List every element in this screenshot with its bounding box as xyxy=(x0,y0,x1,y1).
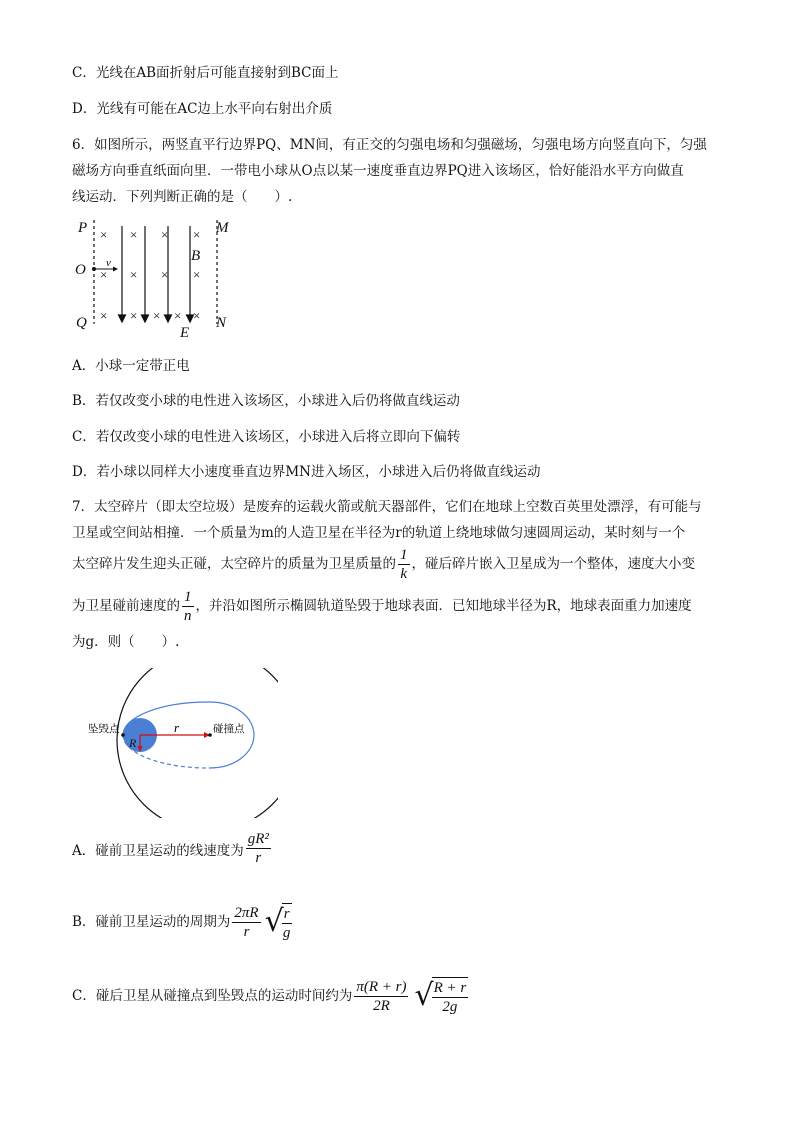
label-n: N xyxy=(216,315,227,331)
question-7-line-3: 太空碎片发生迎头正碰，太空碎片的质量为卫星质量的 $\frac{1}{k}$ ，碰后碎片嵌入卫星成为一个整体，速度大小变 xyxy=(72,547,695,582)
question-6-option-b: B．若仅改变小球的电性进入该场区，小球进入后仍将做直线运动 xyxy=(72,393,460,409)
question-7-line-4: 为卫星碰前速度的 $\frac{1}{n}$ ，并沿如图所示椭圆轨道坠毁于地球表面．已知地球半径为R，地球表面重力加速度 xyxy=(72,589,692,624)
question-7-line-5: 为g．则（ ）. xyxy=(72,634,180,650)
label-v: v xyxy=(106,257,111,269)
cross: × xyxy=(130,308,138,323)
option-c-prev: C．光线在AB面折射后可能直接射到BC面上 xyxy=(72,65,339,81)
question-7-option-c: C．碰后卫星从碰撞点到坠毁点的运动时间约为 $\frac{\pi(R + r)}{2R}$ √ $\frac{R + r}{2g}$ xyxy=(72,978,467,1015)
collision-point-dot xyxy=(208,733,212,737)
formula-c-fraction: $\frac{\pi(R + r)}{2R}$ xyxy=(356,978,407,1014)
figure-6-field-diagram xyxy=(70,212,240,342)
cross: × xyxy=(193,308,201,323)
label-b: B xyxy=(191,248,201,264)
cross: × xyxy=(193,227,201,242)
formula-b-fraction: $\frac{2\pi R}{r}$ xyxy=(234,904,259,940)
crash-point-dot xyxy=(121,733,125,737)
cross: × xyxy=(100,227,108,242)
label-r: r xyxy=(174,720,180,735)
question-7-line-1: 7．太空碎片（即太空垃圾）是废弃的运载火箭或航天器部件，它们在地球上空数百英里处漂浮，有可能与 xyxy=(72,499,702,515)
cross: × xyxy=(161,227,169,242)
sqrt-sign-c: √ xyxy=(414,978,434,1013)
cross: × xyxy=(161,267,169,282)
question-7-option-a: A．碰前卫星运动的线速度为 $\frac{\text{gR²}}{r}$ xyxy=(72,831,269,866)
question-6-line-2: 磁场方向垂直纸面向里．一带电小球从O点以某一速度垂直边界PQ进入该场区，恰好能沿水平方向做直 xyxy=(72,163,684,179)
question-7-option-b: B．碰前卫星运动的周期为 $\frac{2\pi R}{r}$ √ $\frac{r}{g}$ xyxy=(72,904,291,941)
label-q: Q xyxy=(76,315,87,331)
label-o: O xyxy=(75,262,86,278)
label-big-r: R xyxy=(129,736,137,750)
figure-7-orbit-diagram xyxy=(88,668,278,818)
label-p: P xyxy=(78,220,88,236)
question-6-option-a: A．小球一定带正电 xyxy=(72,358,190,374)
fraction-one-over-n: $\frac{1}{n}$ xyxy=(184,589,192,624)
sqrt-sign-b: √ xyxy=(264,904,284,939)
cross: × xyxy=(130,227,138,242)
question-6-line-1: 6．如图所示，两竖直平行边界PQ、MN间，有正交的匀强电场和匀强磁场，匀强电场方向竖直向下，匀强 xyxy=(72,137,707,153)
label-m: M xyxy=(216,220,229,236)
label-e: E xyxy=(180,325,190,341)
question-7-line-2: 卫星或空间站相撞．一个质量为m的人造卫星在半径为r的轨道上绕地球做匀速圆周运动，某时刻与一个 xyxy=(72,525,686,541)
fraction-one-over-k: $\frac{1}{k}$ xyxy=(400,547,408,582)
option-d-prev: D．光线有可能在AC边上水平向右射出介质 xyxy=(72,101,333,117)
magnetic-field-crosses xyxy=(100,227,200,323)
question-6-option-d: D．若小球以同样大小速度垂直边界MN进入场区，小球进入后仍将做直线运动 xyxy=(72,464,541,480)
label-crash-point: 坠毁点 xyxy=(88,724,120,735)
formula-b-root: $\frac{r}{g}$ xyxy=(282,903,292,942)
question-6-line-3: 线运动．下列判断正确的是（ ）. xyxy=(72,189,293,205)
velocity-arrow xyxy=(113,267,118,272)
question-6-option-c: C．若仅改变小球的电性进入该场区，小球进入后将立即向下偏转 xyxy=(72,429,461,445)
cross: × xyxy=(130,267,138,282)
cross: × xyxy=(100,267,108,282)
formula-a: $\frac{\text{gR²}}{r}$ xyxy=(247,831,269,866)
cross: × xyxy=(153,308,161,323)
formula-c-root: $\frac{R + r}{2g}$ xyxy=(432,977,469,1016)
cross: × xyxy=(174,308,182,323)
cross: × xyxy=(100,308,108,323)
cross: × xyxy=(193,267,201,282)
label-collision-point: 碰撞点 xyxy=(213,724,245,735)
